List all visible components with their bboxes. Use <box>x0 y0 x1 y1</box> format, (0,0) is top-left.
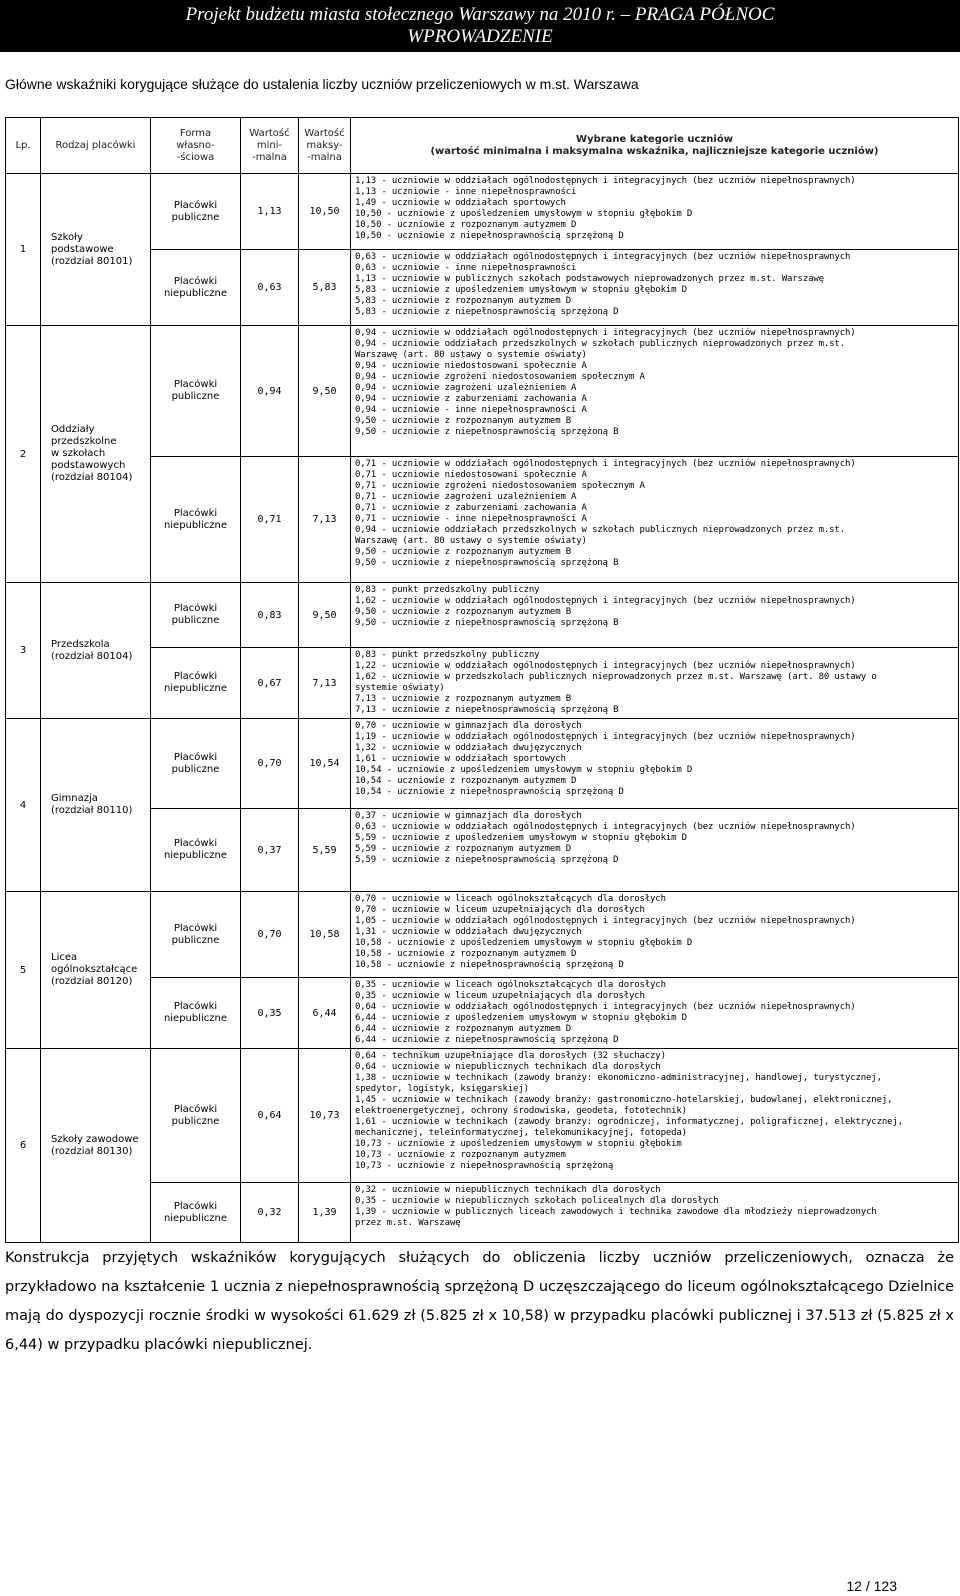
min-value: 0,83 <box>241 583 299 648</box>
ownership-line: niepubliczne <box>163 850 228 861</box>
document-header <box>0 0 960 52</box>
header-min <box>241 118 299 174</box>
student-categories: 1,13 - uczniowie w oddziałach ogólnodostępnych i integracyjnych (bez uczniów niepełnosprawnych) 1,13 - uczniowie - inne niepełnosprawności 1,49 - uczniowie w oddziałach sportowych 10,50 - uczniowie z upośledzeniem umysłowym w stopniu głębokim D 10,50 - uczniowie z rozpoznanym autyzmem D 10,50 - uczniowie z niepełnosprawnością sprzężoną D <box>351 174 959 250</box>
max-value: 7,13 <box>299 457 351 583</box>
ownership-form <box>151 978 241 1049</box>
row-number: 3 <box>6 583 41 719</box>
school-type <box>41 892 151 1049</box>
student-categories: 0,37 - uczniowie w gimnazjach dla dorosłych 0,63 - uczniowie w oddziałach ogólnodostępnych i integracyjnych (bez uczniów niepełnosprawnych) 5,59 - uczniowie z upośledzeniem umysłowym w stopniu głębokim D 5,59 - uczniowie z rozpoznanym autyzmem D 5,59 - uczniowie z niepełnosprawnością sprzężoną D <box>351 809 959 892</box>
ownership-line: niepubliczne <box>163 1013 228 1024</box>
school-type-line: (rozdział 80104) <box>51 650 133 662</box>
max-value: 5,83 <box>299 250 351 326</box>
ownership-line: publiczne <box>171 1115 220 1127</box>
header-subtitle: WPROWADZENIE <box>407 26 553 47</box>
student-categories: 0,64 - technikum uzupełniające dla dorosłych (32 słuchaczy) 0,64 - uczniowie w niepublicznych technikach dla dorosłych 1,38 - uczniowie w technikach (zawody branży: ekonomiczno-administracyjnej, handlowej, turystycznej, spedytor, logistyk, księgarskiej) 1,45 - uczniowie w technikach (zawody branży: gastronomiczno-hotelarskiej, budowlanej, elektronicznej, elektroenergetycznej, ochrony środowiska, geodeta, fototechnik) 1,61 - uczniowie w technikach (zawody branży: ogrodniczej, informatycznej, poligraficznej, elektrycznej, mechanicznej, teleinformatycznej, telekomunikacyjnej, fotopeda) 10,73 - uczniowie z upośledzeniem umysłowym w stopniu głębokim 10,73 - uczniowie z rozpoznanym autyzmem 10,73 - uczniowie z niepełnosprawnością sprzężoną <box>351 1049 959 1183</box>
ownership-line: publiczne <box>171 211 220 223</box>
ownership-line: publiczne <box>171 391 220 402</box>
max-value: 10,73 <box>299 1049 351 1183</box>
school-type-line: podstawowe <box>51 243 114 255</box>
ownership-line: Placówki <box>173 379 218 390</box>
header-categories <box>351 118 959 174</box>
ownership-line: Placówki <box>173 603 218 614</box>
max-value: 6,44 <box>299 978 351 1049</box>
max-value: 7,13 <box>299 648 351 719</box>
school-type-line: Oddziały <box>51 424 95 435</box>
student-categories: 0,63 - uczniowie w oddziałach ogólnodostępnych i integracyjnych (bez uczniów niepełnosprawnych 0,63 - uczniowie - inne niepełnosprawności 1,13 - uczniowie w publicznych szkołach podstawowych nieprowadzonych przez m.st. Warszawę 5,83 - uczniowie z upośledzeniem umysłowym w stopniu głębokim D 5,83 - uczniowie z rozpoznanym autyzmem D 5,83 - uczniowie z niepełnosprawnością sprzężoną D <box>351 250 959 326</box>
school-type-line: ogólnokształcące <box>51 964 138 975</box>
school-type-line: podstawowych <box>51 460 126 471</box>
ownership-form <box>151 1183 241 1243</box>
school-type <box>41 174 151 326</box>
min-value: 0,64 <box>241 1049 299 1183</box>
min-value: 0,37 <box>241 809 299 892</box>
student-categories: 0,35 - uczniowie w liceach ogólnokształcących dla dorosłych 0,35 - uczniowie w liceum uzupełniających dla dorosłych 0,64 - uczniowie w oddziałach ogólnodostępnych i integracyjnych (bez uczniów niepełnosprawnych) 6,44 - uczniowie z upośledzeniem umysłowym w stopniu głębokim D 6,44 - uczniowie z rozpoznanym autyzmem D 6,44 - uczniowie z niepełnosprawnością sprzężoną D <box>351 978 959 1049</box>
min-value: 0,71 <box>241 457 299 583</box>
student-categories: 0,70 - uczniowie w liceach ogólnokształcących dla dorosłych 0,70 - uczniowie w liceum uzupełniających dla dorosłych 1,05 - uczniowie w oddziałach ogólnodostępnych i integracyjnych (bez uczniów niepełnosprawnych) 1,31 - uczniowie w oddziałach dwujęzycznych 10,58 - uczniowie z upośledzeniem umysłowym w stopniu głębokim D 10,58 - uczniowie z rozpoznanym autyzmem D 10,58 - uczniowie z niepełnosprawnością sprzężoną D <box>351 892 959 978</box>
ownership-form <box>151 174 241 250</box>
max-value: 10,58 <box>299 892 351 978</box>
header-lp: Lp. <box>6 118 41 174</box>
header-max-line: maksy- <box>306 139 343 151</box>
school-type <box>41 1049 151 1243</box>
ownership-line: publiczne <box>171 763 220 775</box>
school-type-line: przedszkolne <box>51 436 117 447</box>
table-row <box>6 583 959 648</box>
student-categories: 0,71 - uczniowie w oddziałach ogólnodostępnych i integracyjnych (bez uczniów niepełnosprawnych) 0,71 - uczniowie niedostosowani społecznie A 0,71 - uczniowie zgrożeni niedostosowaniem społecznym A 0,71 - uczniowie zagrożeni uzależnieniem A 0,71 - uczniowie z zaburzeniami zachowania A 0,71 - uczniowie - inne niepełnosprawności A 0,94 - uczniowie oddziałach przedszkolnych w szkołach publicznych nieprowadzonych przez m.st. Warszawę (art. 80 ustawy o systemie oświaty) 9,50 - uczniowie z rozpoznanym autyzmem B 9,50 - uczniowie z niepełnosprawnością sprzężoną B <box>351 457 959 583</box>
ownership-form <box>151 809 241 892</box>
ownership-line: Placówki <box>173 1001 218 1012</box>
row-number: 4 <box>6 719 41 892</box>
min-value: 0,35 <box>241 978 299 1049</box>
header-type: Rodzaj placówki <box>41 118 151 174</box>
min-value: 0,70 <box>241 892 299 978</box>
header-max-line: Wartość <box>304 127 345 139</box>
row-number: 5 <box>6 892 41 1049</box>
max-value: 10,54 <box>299 719 351 809</box>
ownership-line: Placówki <box>173 275 218 287</box>
school-type-line: Przedszkola <box>51 638 110 650</box>
min-value: 1,13 <box>241 174 299 250</box>
table-row <box>6 326 959 457</box>
ownership-line: Placówki <box>173 751 218 763</box>
ownership-line: Placówki <box>173 838 218 849</box>
school-type-line: w szkołach <box>51 448 106 459</box>
ownership-line: Placówki <box>173 922 218 934</box>
student-categories: 0,32 - uczniowie w niepublicznych technikach dla dorosłych 0,35 - uczniowie w niepublicznych szkołach policealnych dla dorosłych 1,39 - uczniowie w publicznych liceach zawodowych i technika zawodowe dla młodzieży nieprowadzonych przez m.st. Warszawę <box>351 1183 959 1243</box>
page-number: 12 / 123 <box>846 1578 897 1594</box>
ownership-form <box>151 1049 241 1183</box>
table-row <box>6 174 959 250</box>
ownership-form <box>151 719 241 809</box>
min-value: 0,94 <box>241 326 299 457</box>
table-row <box>6 719 959 809</box>
max-value: 5,59 <box>299 809 351 892</box>
ownership-line: Placówki <box>173 199 218 211</box>
ownership-line: Placówki <box>173 507 218 519</box>
school-type-line: (rozdział 80130) <box>51 1145 133 1157</box>
ownership-line: Placówki <box>173 1200 218 1212</box>
max-value: 10,50 <box>299 174 351 250</box>
header-min-line: -malna <box>252 151 287 163</box>
school-type <box>41 583 151 719</box>
ownership-form <box>151 583 241 648</box>
student-categories: 0,70 - uczniowie w gimnazjach dla dorosłych 1,19 - uczniowie w oddziałach ogólnodostępnych i integracyjnych (bez uczniów niepełnosprawnych) 1,32 - uczniowie w oddziałach dwujęzycznych 1,61 - uczniowie w oddziałach sportowych 10,54 - uczniowie z upośledzeniem umysłowym w stopniu głębokim D 10,54 - uczniowie z rozpoznanym autyzmem D 10,54 - uczniowie z niepełnosprawnością sprzężoną D <box>351 719 959 809</box>
ownership-line: niepubliczne <box>163 1212 228 1224</box>
header-categories-line: Wybrane kategorie uczniów <box>576 133 733 145</box>
ownership-line: niepubliczne <box>163 683 228 694</box>
row-number: 6 <box>6 1049 41 1243</box>
min-value: 0,63 <box>241 250 299 326</box>
ownership-line: Placówki <box>173 1103 218 1115</box>
ownership-line: niepubliczne <box>163 519 228 531</box>
school-type <box>41 719 151 892</box>
school-type <box>41 326 151 583</box>
school-type-line: (rozdział 80101) <box>51 255 133 267</box>
row-number: 1 <box>6 174 41 326</box>
school-type-line: (rozdział 80120) <box>51 976 133 987</box>
student-categories: 0,83 - punkt przedszkolny publiczny 1,22 - uczniowie w oddziałach ogólnodostępnych i integracyjnych (bez uczniów niepełnosprawnych) 1,62 - uczniowie w przedszkolach publicznych nieprowadzonych przez m.st. Warszawę (art. 80 ustawy o systemie oświaty) 7,13 - uczniowie z rozpoznanym autyzmem B 7,13 - uczniowie z niepełnosprawnością sprzężoną B <box>351 648 959 719</box>
min-value: 0,67 <box>241 648 299 719</box>
school-type-line: (rozdział 80104) <box>51 472 133 483</box>
table-row <box>6 892 959 978</box>
min-value: 0,32 <box>241 1183 299 1243</box>
min-value: 0,70 <box>241 719 299 809</box>
header-categories-line: (wartość minimalna i maksymalna wskaźnika, najliczniejsze kategorie uczniów) <box>430 145 879 157</box>
max-value: 1,39 <box>299 1183 351 1243</box>
table-header-row <box>6 118 959 174</box>
ownership-line: niepubliczne <box>163 287 228 299</box>
header-max <box>299 118 351 174</box>
school-type-line: (rozdział 80110) <box>51 805 133 816</box>
school-type-line: Gimnazja <box>51 793 98 804</box>
max-value: 9,50 <box>299 326 351 457</box>
intro-text: Główne wskaźniki korygujące służące do ustalenia liczby uczniów przeliczeniowych w m.st. Warszawa <box>5 76 639 92</box>
ownership-form <box>151 250 241 326</box>
ownership-line: Placówki <box>173 671 218 682</box>
header-ownership-line: Forma <box>179 127 212 139</box>
header-ownership <box>151 118 241 174</box>
max-value: 9,50 <box>299 583 351 648</box>
indicators-table <box>5 117 959 1243</box>
ownership-form <box>151 648 241 719</box>
student-categories: 0,83 - punkt przedszkolny publiczny 1,62 - uczniowie w oddziałach ogólnodostępnych i integracyjnych (bez uczniów niepełnosprawnych) 9,50 - uczniowie z rozpoznanym autyzmem B 9,50 - uczniowie z niepełnosprawnością sprzężoną B <box>351 583 959 648</box>
school-type-line: Licea <box>51 952 78 963</box>
row-number: 2 <box>6 326 41 583</box>
header-ownership-line: własno- <box>176 139 215 151</box>
ownership-line: publiczne <box>171 615 220 626</box>
ownership-line: publiczne <box>171 934 220 946</box>
header-max-line: -malna <box>307 151 342 163</box>
school-type-line: Szkoły <box>51 231 83 243</box>
ownership-form <box>151 326 241 457</box>
explanation-paragraph: Konstrukcja przyjętych wskaźników korygujących służących do obliczenia liczby uczniów przeliczeniowych, oznacza że przykładowo na kształcenie 1 ucznia z niepełnosprawnością sprzężoną D uczęszczającego do liceum ogólnokształcącego Dzielnice mają do dyspozycji rocznie środki w wysokości 61.629 zł (5.825 zł x 10,58) w przypadku placówki publicznej i 37.513 zł (5.825 zł x 6,44) w przypadku placówki niepublicznej. <box>5 1250 954 1353</box>
ownership-form <box>151 892 241 978</box>
table-row <box>6 1049 959 1183</box>
header-title: Projekt budżetu miasta stołecznego Warszawy na 2010 r. – PRAGA PÓŁNOC <box>185 4 775 25</box>
school-type-line: Szkoły zawodowe <box>51 1133 139 1145</box>
header-ownership-line: -ściowa <box>176 151 215 163</box>
ownership-form <box>151 457 241 583</box>
table-body <box>6 174 959 1243</box>
header-min-line: mini- <box>256 139 283 151</box>
student-categories: 0,94 - uczniowie w oddziałach ogólnodostępnych i integracyjnych (bez uczniów niepełnosprawnych) 0,94 - uczniowie oddziałach przedszkolnych w szkołach publicznych nieprowadzonych przez m.st. Warszawę (art. 80 ustawy o systemie oświaty) 0,94 - uczniowie niedostosowani społecznie A 0,94 - uczniowie zgrożeni niedostosowaniem społecznym A 0,94 - uczniowie zagrożeni uzależnieniem A 0,94 - uczniowie z zaburzeniami zachowania A 0,94 - uczniowie - inne niepełnosprawności A 9,50 - uczniowie z rozpoznanym autyzmem B 9,50 - uczniowie z niepełnosprawnością sprzężoną B <box>351 326 959 457</box>
header-min-line: Wartość <box>249 127 290 139</box>
